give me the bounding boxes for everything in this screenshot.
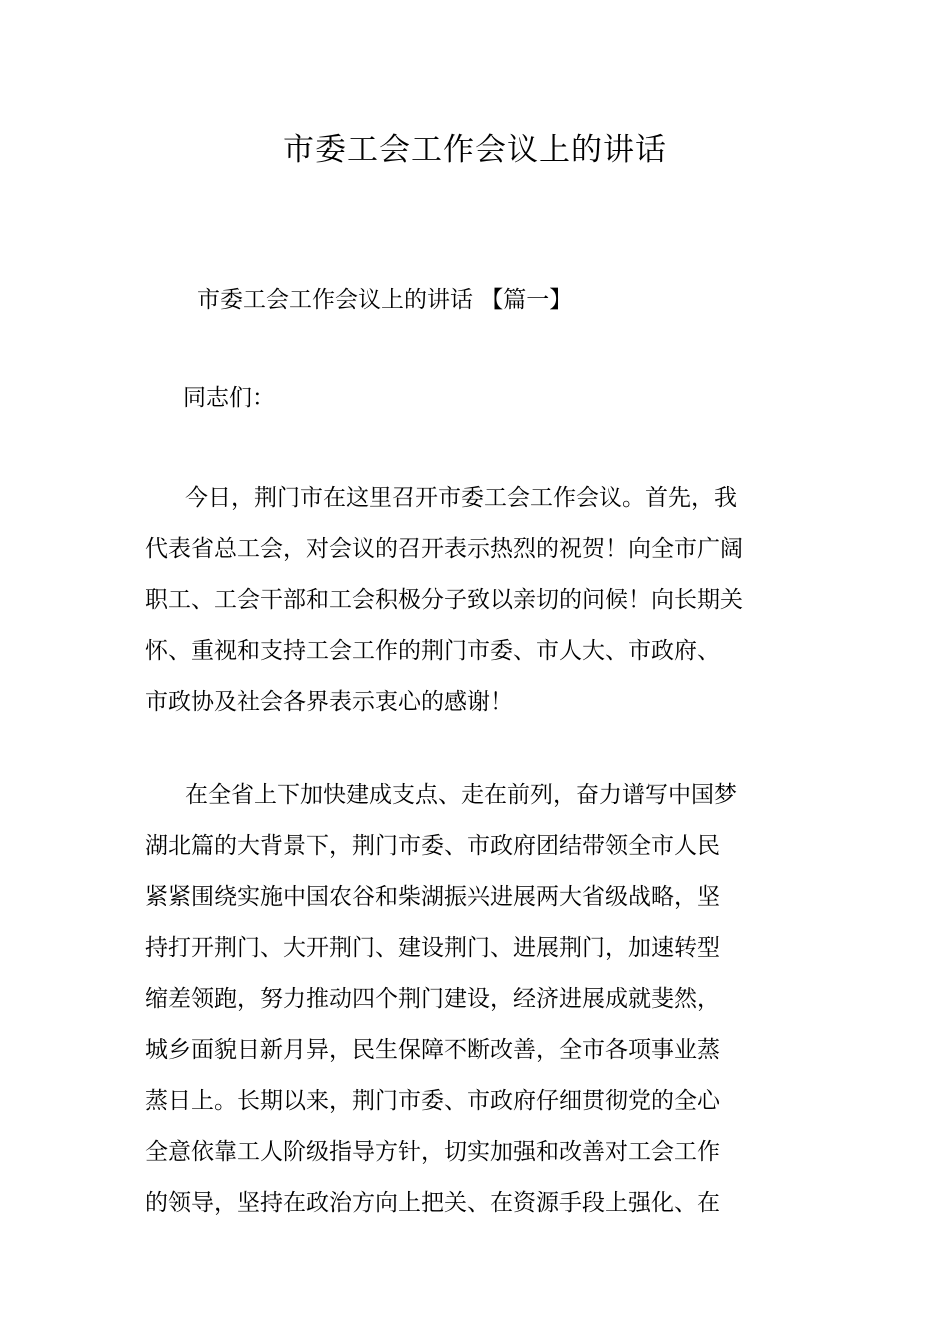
paragraph-line: 今日，荆门市在这里召开市委工会工作会议。首先，我 (185, 485, 737, 511)
paragraph-line: 城乡面貌日新月异，民生保障不断改善，全市各项事业蒸 (145, 1037, 720, 1063)
salutation: 同志们： (183, 385, 275, 411)
paragraph-line: 持打开荆门、大开荆门、建设荆门、进展荆门，加速转型 (145, 935, 720, 961)
paragraph-line: 市政协及社会各界表示衷心的感谢！ (145, 689, 513, 715)
paragraph-line: 怀、重视和支持工会工作的荆门市委、市人大、市政府、 (145, 638, 720, 664)
paragraph-line: 在全省上下加快建成支点、走在前列，奋力谱写中国梦 (185, 782, 737, 808)
paragraph-line: 全意依靠工人阶级指导方针，切实加强和改善对工会工作 (145, 1139, 720, 1165)
paragraph-line: 职工、工会干部和工会积极分子致以亲切的问候！向长期关 (145, 587, 743, 613)
paragraph-line: 蒸日上。长期以来，荆门市委、市政府仔细贯彻党的全心 (145, 1088, 720, 1114)
paragraph-line: 的领导，坚持在政治方向上把关、在资源手段上强化、在 (145, 1190, 720, 1216)
paragraph-line: 代表省总工会，对会议的召开表示热烈的祝贺！向全市广阔 (145, 536, 743, 562)
paragraph-line: 湖北篇的大背景下，荆门市委、市政府团结带领全市人民 (145, 833, 720, 859)
paragraph-1 (145, 473, 807, 728)
paragraph-line: 缩差领跑，努力推动四个荆门建设，经济进展成就斐然， (145, 986, 720, 1012)
paragraph-2 (145, 770, 807, 1229)
speech-subtitle: 市委工会工作会议上的讲话 【篇一】 (197, 287, 573, 313)
paragraph-line: 紧紧围绕实施中国农谷和柴湖振兴进展两大省级战略，坚 (145, 884, 720, 910)
document-title: 市委工会工作会议上的讲话 (283, 132, 667, 168)
